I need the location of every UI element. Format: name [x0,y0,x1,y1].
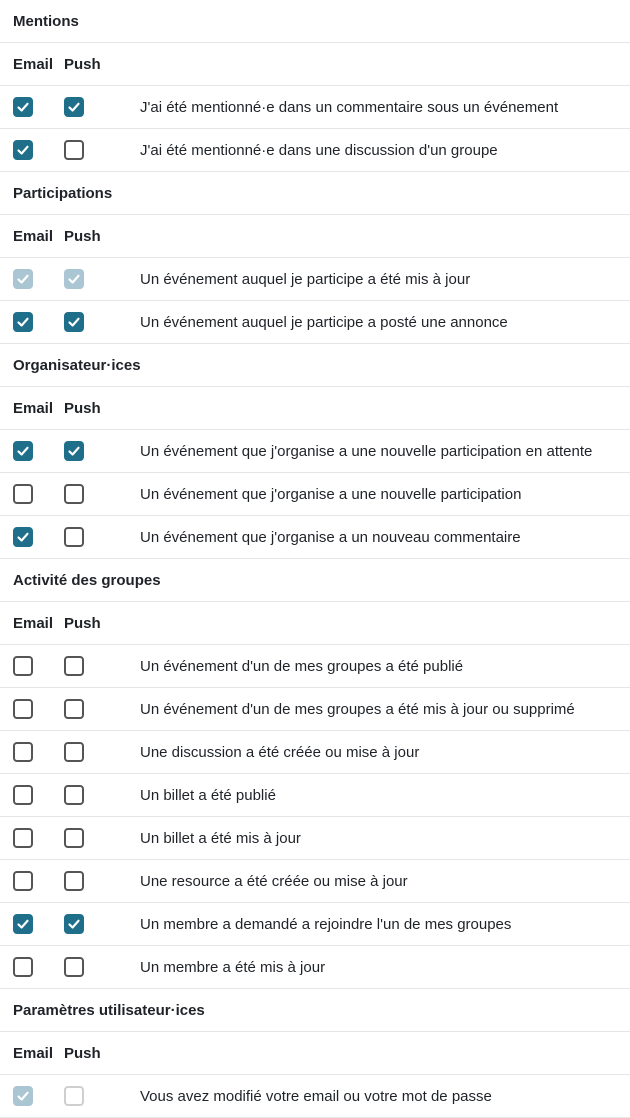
notification-row [0,301,630,344]
notification-label: Vous avez modifié votre email ou votre mot de passe [140,1087,492,1105]
check-icon [16,1089,30,1103]
email-cell [0,957,64,977]
email-checkbox[interactable] [13,656,33,676]
email-column-header: Email [13,399,54,417]
push-checkbox [64,1086,84,1106]
notification-row [0,817,630,860]
push-checkbox[interactable] [64,140,84,160]
notification-label: Un événement d'un de mes groupes a été mis à jour ou supprimé [140,700,575,718]
email-column-header: Email [13,614,54,632]
check-icon [16,272,30,286]
notification-row [0,946,630,989]
section-title-mentions: Mentions [0,0,630,43]
push-cell [64,914,128,934]
push-cell [64,312,128,332]
email-column-header: Email [13,55,54,73]
email-cell [0,269,64,289]
push-checkbox [64,269,84,289]
push-cell [64,527,128,547]
check-icon [67,315,81,329]
notification-row [0,473,630,516]
section-title-organisateur-ices: Organisateur·ices [0,344,630,387]
push-cell [64,484,128,504]
push-checkbox[interactable] [64,484,84,504]
email-checkbox[interactable] [13,957,33,977]
push-cell [64,957,128,977]
email-checkbox[interactable] [13,312,33,332]
push-cell [64,269,128,289]
push-checkbox[interactable] [64,312,84,332]
section-title-activite-des-groupes: Activité des groupes [0,559,630,602]
push-checkbox[interactable] [64,699,84,719]
check-icon [16,530,30,544]
email-checkbox[interactable] [13,914,33,934]
email-column-header: Email [13,1044,54,1062]
notification-row [0,903,630,946]
email-cell [0,914,64,934]
notification-label: Un événement auquel je participe a été mis à jour [140,270,471,288]
notification-label: Un billet a été publié [140,786,276,804]
notification-row [0,129,630,172]
email-cell [0,742,64,762]
push-column-header: Push [64,227,101,245]
notification-row [0,258,630,301]
push-column-header: Push [64,55,101,73]
check-icon [67,272,81,286]
notification-label: Une resource a été créée ou mise à jour [140,872,408,890]
push-checkbox[interactable] [64,914,84,934]
notification-row [0,688,630,731]
notification-label: Un événement auquel je participe a posté une annonce [140,313,508,331]
column-header-row [0,215,630,258]
push-cell [64,699,128,719]
push-checkbox[interactable] [64,871,84,891]
push-checkbox[interactable] [64,656,84,676]
notification-row [0,645,630,688]
notification-label: Un membre a été mis à jour [140,958,326,976]
check-icon [16,143,30,157]
push-checkbox[interactable] [64,957,84,977]
push-cell [64,441,128,461]
push-column-header: Push [64,1044,101,1062]
email-cell [0,441,64,461]
notification-label: J'ai été mentionné·e dans un commentaire sous un événement [140,98,559,116]
email-checkbox [13,269,33,289]
push-checkbox[interactable] [64,828,84,848]
email-cell [0,871,64,891]
email-checkbox[interactable] [13,140,33,160]
notification-label: Un membre a demandé a rejoindre l'un de mes groupes [140,915,512,933]
push-cell [64,742,128,762]
notification-row [0,860,630,903]
email-checkbox[interactable] [13,785,33,805]
email-checkbox [13,1086,33,1106]
notification-label: Un événement que j'organise a une nouvelle participation [140,485,522,503]
email-checkbox[interactable] [13,97,33,117]
notification-label: Un billet a été mis à jour [140,829,301,847]
check-icon [16,100,30,114]
push-cell [64,1086,128,1106]
check-icon [67,444,81,458]
column-header-row [0,43,630,86]
email-checkbox[interactable] [13,441,33,461]
email-cell [0,656,64,676]
push-cell [64,871,128,891]
notification-row [0,774,630,817]
email-checkbox[interactable] [13,742,33,762]
section-title-participations: Participations [0,172,630,215]
check-icon [16,917,30,931]
push-cell [64,785,128,805]
notification-row [0,1075,630,1118]
notification-row [0,516,630,559]
push-cell [64,656,128,676]
check-icon [16,315,30,329]
email-cell [0,140,64,160]
check-icon [16,444,30,458]
push-checkbox[interactable] [64,527,84,547]
email-cell [0,785,64,805]
email-checkbox[interactable] [13,527,33,547]
column-header-row [0,602,630,645]
email-cell [0,1086,64,1106]
push-cell [64,828,128,848]
email-cell [0,484,64,504]
email-cell [0,312,64,332]
push-column-header: Push [64,614,101,632]
email-cell [0,699,64,719]
check-icon [67,917,81,931]
email-checkbox[interactable] [13,699,33,719]
notification-label: Une discussion a été créée ou mise à jour [140,743,420,761]
push-checkbox[interactable] [64,742,84,762]
notification-label: Un événement que j'organise a une nouvelle participation en attente [140,442,593,460]
email-column-header: Email [13,227,54,245]
email-checkbox[interactable] [13,484,33,504]
notification-row [0,731,630,774]
check-icon [67,100,81,114]
notification-row [0,86,630,129]
push-checkbox[interactable] [64,441,84,461]
notification-label: Un événement que j'organise a un nouveau commentaire [140,528,521,546]
email-cell [0,527,64,547]
notification-label: Un événement d'un de mes groupes a été publié [140,657,464,675]
push-cell [64,97,128,117]
email-checkbox[interactable] [13,828,33,848]
column-header-row [0,1032,630,1075]
email-checkbox[interactable] [13,871,33,891]
email-cell [0,828,64,848]
email-cell [0,97,64,117]
column-header-row [0,387,630,430]
notification-row [0,430,630,473]
push-cell [64,140,128,160]
push-column-header: Push [64,399,101,417]
section-title-parametres-utilisateur-ices: Paramètres utilisateur·ices [0,989,630,1032]
push-checkbox[interactable] [64,785,84,805]
push-checkbox[interactable] [64,97,84,117]
notification-label: J'ai été mentionné·e dans une discussion d'un groupe [140,141,498,159]
